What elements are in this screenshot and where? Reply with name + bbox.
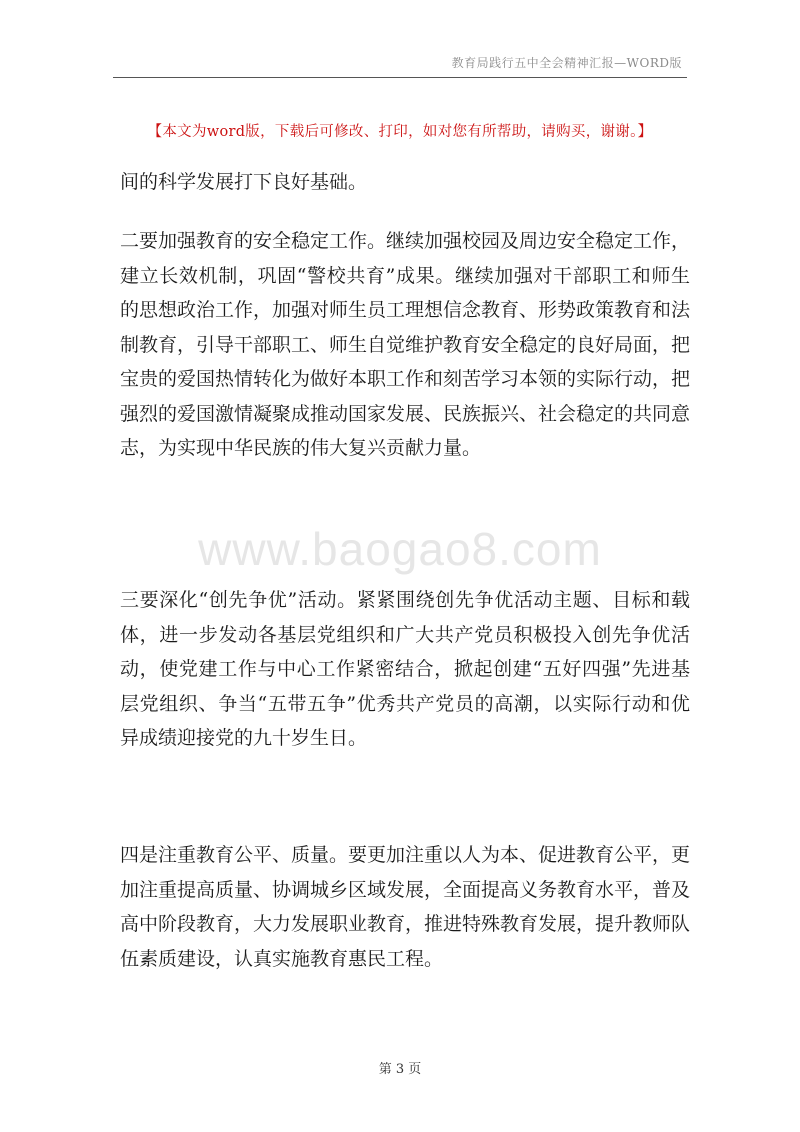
paragraph-excellence-campaign: 三要深化“创先争优”活动。紧紧围绕创先争优活动主题、目标和载体，进一步发动各基层党组织和广大共产党员积极投入创先争优活动，使党建工作与中心工作紧密结合，掀起创建“五好四强”先进基层党组织、争当“五带五争”优秀共产党员的高潮，以实际行动和优异成绩迎接党的九十岁生日。 bbox=[120, 589, 690, 749]
paragraph-education-equity: 四是注重教育公平、质量。要更加注重以人为本、促进教育公平，更加注重提高质量、协调城乡区域发展，全面提高义务教育水平，普及高中阶段教育，大力发展职业教育，推进特殊教育发展，提升教师队伍素质建设，认真实施教育惠民工程。 bbox=[120, 844, 691, 970]
paragraph-continuation: 间的科学发展打下良好基础。 bbox=[120, 171, 368, 193]
download-notice: 【本文为word版，下载后可修改、打印，如对您有所帮助，请购买，谢谢。】 bbox=[147, 124, 653, 140]
header-divider bbox=[113, 77, 687, 78]
running-header: 教育局践行五中全会精神汇报—WORD版 bbox=[451, 56, 682, 70]
paragraph-safety-stability: 二要加强教育的安全稳定工作。继续加强校园及周边安全稳定工作，建立长效机制，巩固“警校共育”成果。继续加强对干部职工和师生的思想政治工作，加强对师生员工理想信念教育、形势政策教育和法制教育，引导干部职工、师生自觉维护教育安全稳定的良好局面，把宝贵的爱国热情转化为做好本职工作和刻苦学习本领的实际行动，把强烈的爱国激情凝聚成推动国家发展、民族振兴、社会稳定的共同意志，为实现中华民族的伟大复兴贡献力量。 bbox=[120, 230, 691, 459]
page-number: 第 3 页 bbox=[378, 1062, 422, 1077]
watermark: www.baogao8.com bbox=[198, 523, 602, 575]
